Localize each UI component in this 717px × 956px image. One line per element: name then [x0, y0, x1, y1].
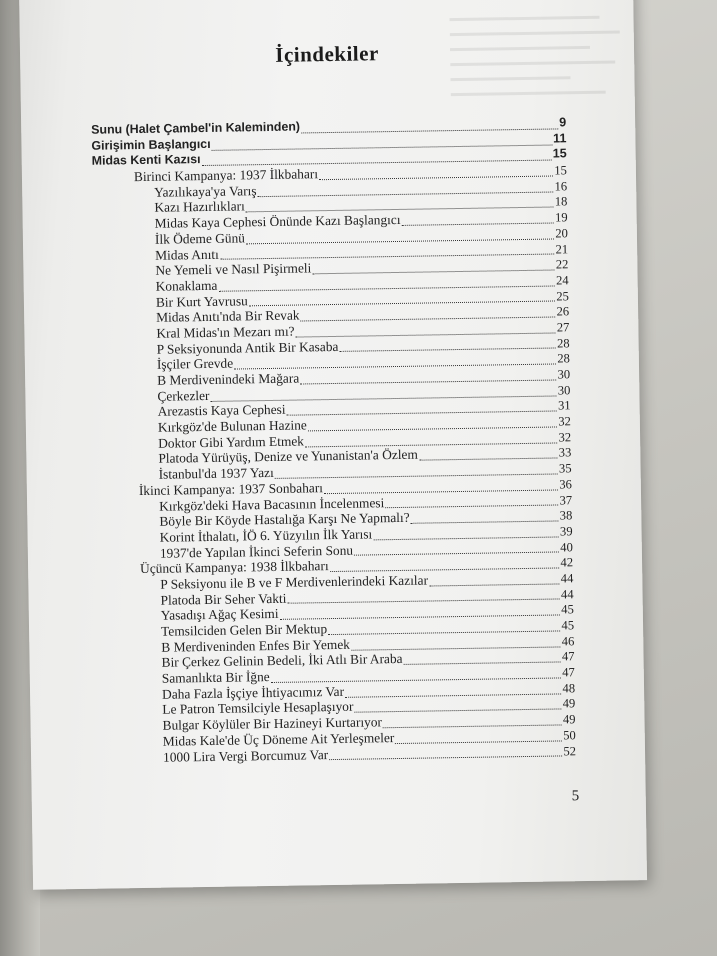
toc-entry-page: 28: [557, 351, 570, 366]
toc-entry-title: İkinci Kampanya: 1937 Sonbaharı: [138, 479, 324, 498]
toc-entry-title: İstanbul'da 1937 Yazı: [158, 465, 274, 482]
toc-entry-page: 32: [558, 430, 572, 445]
toc-entry-title: 1000 Lira Vergi Borcumuz Var: [162, 746, 329, 765]
toc-entry-title: Samanlıkta Bir İğne: [161, 669, 270, 686]
toc-entry-title: Midas Anıtı'nda Bir Revak: [156, 307, 300, 326]
toc-entry-title: Kırkgöz'deki Hava Bacasının İncelenmesi: [159, 494, 385, 514]
toc-entry-title: Bir Çerkez Gelinin Bedeli, İki Atlı Bir Araba: [161, 651, 403, 671]
toc-entry-page: 46: [561, 633, 575, 649]
toc-entry-title: 1937'de Yapılan İkinci Seferin Sonu: [159, 542, 354, 561]
toc-entry-page: 32: [558, 414, 571, 429]
toc-entry-title: Kırkgöz'de Bulunan Hazine: [157, 417, 307, 435]
toc-entry-page: 49: [562, 712, 576, 727]
toc-entry-title: Midas Anıtı: [155, 246, 219, 263]
toc-entry-page: 16: [554, 179, 568, 194]
toc-entry-title: Böyle Bir Köyde Hastalığa Karşı Ne Yapmalı?: [159, 509, 410, 529]
toc-entry-title: Daha Fazla İşçiye İhtiyacımız Var: [161, 683, 345, 702]
toc-entry-page: 37: [559, 492, 573, 507]
toc-entry-title: Midas Kaya Cephesi Önünde Kazı Başlangıcı: [154, 212, 401, 231]
toc-entry-title: Sunu (Halet Çambel'in Kaleminden): [91, 119, 301, 137]
page-number: 5: [571, 788, 580, 805]
toc-entry-page: 40: [560, 539, 573, 555]
toc-entry-title: Midas Kale'de Üç Döneme Ait Yerleşmeler: [162, 729, 395, 749]
table-of-contents: [91, 115, 576, 766]
toc-entry-title: Kral Midas'ın Mezarı mı?: [156, 323, 295, 341]
toc-entry-title: Korint İthalatı, İÖ 6. Yüzyılın İlk Yarısı: [159, 526, 373, 545]
toc-entry-title: Platoda Yürüyüş, Denize ve Yunanistan'a Özlem: [158, 447, 418, 467]
toc-entry-page: 52: [563, 743, 577, 758]
toc-entry-title: Yazılıkaya'ya Varış: [154, 182, 257, 200]
toc-entry-page: 18: [554, 194, 568, 209]
toc-entry-title: İlk Ödeme Günü: [154, 230, 246, 247]
toc-entry-title: Yasadışı Ağaç Kesimi: [160, 606, 279, 624]
toc-entry-title: Bulgar Köylüler Bir Hazineyi Kurtarıyor: [162, 714, 383, 733]
toc-entry-title: Konaklama: [155, 277, 218, 294]
dot-leader: [329, 753, 562, 761]
book-page: [19, 0, 647, 890]
toc-entry-title: Bir Kurt Yavrusu: [155, 292, 248, 310]
toc-entry-page: 25: [556, 288, 569, 304]
toc-entry-page: 48: [562, 680, 576, 696]
toc-entry-page: 47: [562, 665, 575, 680]
toc-entry-page: 15: [554, 163, 568, 178]
toc-entry-page: 36: [559, 477, 572, 492]
toc-entry-title: P Seksiyonunda Antik Bir Kasaba: [156, 338, 339, 357]
toc-entry-title: B Merdivenindeki Mağara: [157, 370, 300, 388]
toc-entry-page: 39: [559, 524, 573, 539]
toc-entry-page: 42: [560, 555, 574, 570]
toc-entry-page: 15: [552, 146, 567, 161]
toc-entry-page: 30: [557, 367, 571, 382]
toc-entry-page: 50: [563, 728, 576, 743]
toc-entry-page: 45: [561, 602, 574, 617]
toc-entry-page: 30: [557, 382, 571, 398]
toc-entry-title: Çerkezler: [157, 387, 210, 404]
toc-entry-page: 35: [558, 461, 572, 476]
toc-entry-title: Midas Kenti Kazısı: [91, 152, 201, 169]
toc-entry-title: Ne Yemeli ve Nasıl Pişirmeli: [155, 260, 312, 278]
toc-entry-title: Kazı Hazırlıkları: [154, 198, 245, 216]
toc-entry-title: Temsilciden Gelen Bir Mektup: [160, 621, 328, 639]
toc-entry-title: Arezastis Kaya Cephesi: [157, 402, 286, 420]
toc-entry-page: 47: [561, 649, 575, 664]
toc-entry-title: Doktor Gibi Yardım Etmek: [158, 433, 305, 451]
toc-entry-page: 22: [555, 257, 569, 272]
toc-entry-title: İşçiler Grevde: [156, 355, 234, 373]
toc-entry-page: 45: [561, 618, 575, 633]
toc-entry-title: Birinci Kampanya: 1937 İlkbaharı: [133, 166, 319, 185]
toc-entry-page: 9: [559, 115, 567, 130]
toc-entry-title: Platoda Bir Seher Vakti: [160, 590, 287, 608]
toc-entry-page: 33: [558, 445, 572, 460]
toc-entry-title: B Merdiveninden Enfes Bir Yemek: [161, 636, 351, 655]
toc-entry-page: 31: [557, 398, 571, 413]
toc-entry-page: 11: [552, 130, 567, 146]
toc-entry-title: Girişimin Başlangıcı: [91, 136, 211, 153]
toc-entry-page: 44: [560, 586, 574, 602]
toc-entry-title: Le Patron Temsilciyle Hesaplaşıyor: [162, 699, 354, 718]
toc-entry-page: 38: [559, 508, 573, 523]
toc-entry-page: 26: [556, 304, 570, 319]
toc-entry-page: 21: [555, 241, 569, 256]
toc-entry-title: P Seksiyonu ile B ve F Merdivenlerindeki Kazılar: [160, 572, 429, 592]
toc-entry-page: 49: [562, 696, 576, 711]
toc-entry-page: 19: [554, 210, 568, 225]
toc-entry-page: 28: [556, 335, 570, 351]
toc-entry-page: 27: [556, 320, 570, 335]
page-title: İçindekiler: [275, 41, 379, 67]
toc-entry-page: 44: [560, 571, 574, 586]
toc-entry-page: 24: [555, 273, 569, 288]
toc-entry-page: 20: [555, 226, 569, 241]
toc-entry-title: Üçüncü Kampanya: 1938 İlkbaharı: [139, 558, 329, 577]
